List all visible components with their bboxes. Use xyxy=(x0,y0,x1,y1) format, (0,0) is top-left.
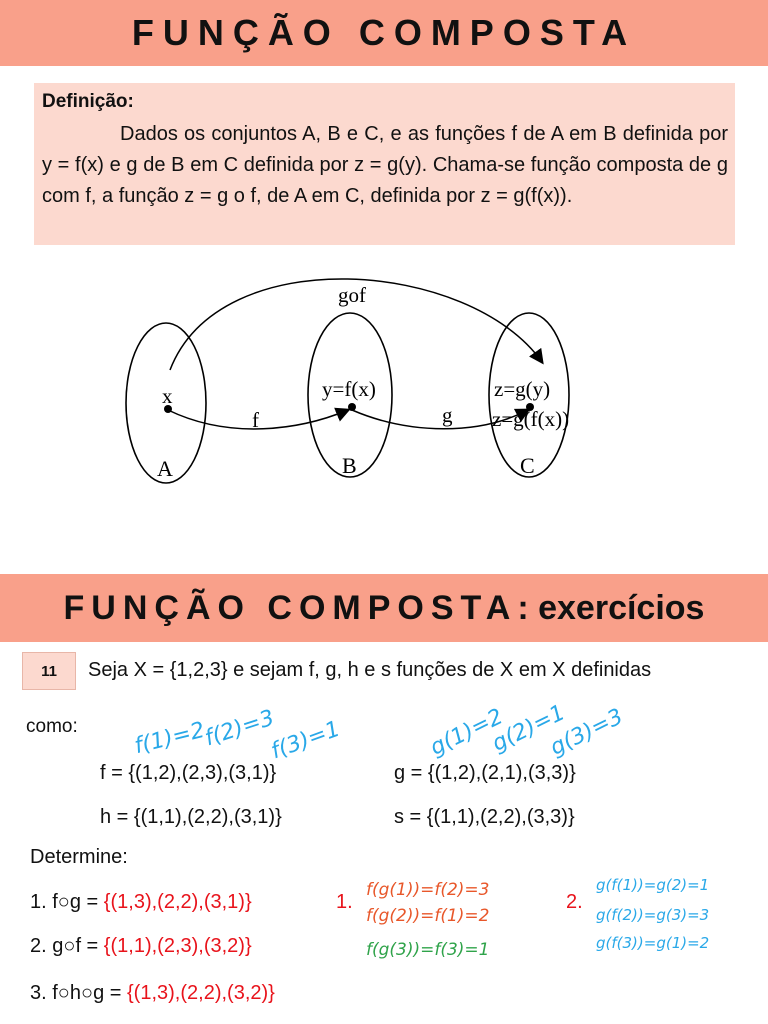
item-3: 3. f○h○g = {(1,3),(2,2),(3,2)} xyxy=(30,982,275,1004)
y-point xyxy=(348,403,356,411)
work2-line3: g(f(3))=g(1)=2 xyxy=(596,934,710,952)
set-c-label: C xyxy=(520,453,535,478)
item-1: 1. f○g = {(1,3),(2,2),(3,1)} xyxy=(30,891,252,913)
s-definition: s = {(1,1),(2,2),(3,3)} xyxy=(394,806,575,828)
exercise-statement: Seja X = {1,2,3} e sejam f, g, h e s funções de X em X definidas xyxy=(88,659,652,681)
work1-number: 1. xyxy=(336,891,353,913)
work1-line1: f(g(1))=f(2)=3 xyxy=(366,880,490,900)
x-label: x xyxy=(162,384,173,408)
z-label-1: z=g(y) xyxy=(494,377,551,401)
work2-line1: g(f(1))=g(2)=1 xyxy=(596,876,710,894)
work2-line2: g(f(2))=g(3)=3 xyxy=(596,906,710,924)
hw-g1: g(1)=2 xyxy=(426,704,508,761)
como-label: como: xyxy=(26,716,78,737)
composition-diagram xyxy=(0,270,768,500)
h-definition: h = {(1,1),(2,2),(3,1)} xyxy=(100,806,282,828)
hw-g2: g(2)=1 xyxy=(488,700,570,757)
exercises-title: FUNÇÃO COMPOSTA : exercícios xyxy=(0,574,768,642)
work1-line3: f(g(3))=f(3)=1 xyxy=(366,940,490,960)
g-definition: g = {(1,2),(2,1),(3,3)} xyxy=(394,762,576,784)
set-b-label: B xyxy=(342,453,357,478)
hw-g3: g(3)=3 xyxy=(546,704,628,761)
g-label: g xyxy=(442,403,453,427)
item-2: 2. g○f = {(1,1),(2,3),(3,2)} xyxy=(30,935,252,957)
f-label: f xyxy=(252,408,259,432)
definition-box xyxy=(34,83,735,245)
hw-f2: f(2)=3 xyxy=(201,705,278,752)
f-definition: f = {(1,2),(2,3),(3,1)} xyxy=(100,762,277,784)
definition-heading: Definição: xyxy=(42,91,134,112)
gof-label: gof xyxy=(338,283,366,307)
hw-f3: f(3)=1 xyxy=(267,716,344,765)
work1-line2: f(g(2))=f(1)=2 xyxy=(366,906,490,926)
hw-f1: f(1)=2 xyxy=(132,717,208,760)
work2-number: 2. xyxy=(566,891,583,913)
determine-label: Determine: xyxy=(30,846,128,868)
y-label: y=f(x) xyxy=(322,377,376,401)
z-label-2: z=g(f(x)) xyxy=(492,407,570,431)
definition-text: Dados os conjuntos A, B e C, e as funções f de A em B definida por y = f(x) e g de B em C definida por z = g(y). Chama-se função composta de g com f, a função z = g o f, de A em C, definida por z = g(f(x)). xyxy=(42,123,728,207)
set-a-label: A xyxy=(157,456,173,481)
page-title: FUNÇÃO COMPOSTA xyxy=(0,0,768,66)
exercise-number: 11 xyxy=(22,652,76,690)
